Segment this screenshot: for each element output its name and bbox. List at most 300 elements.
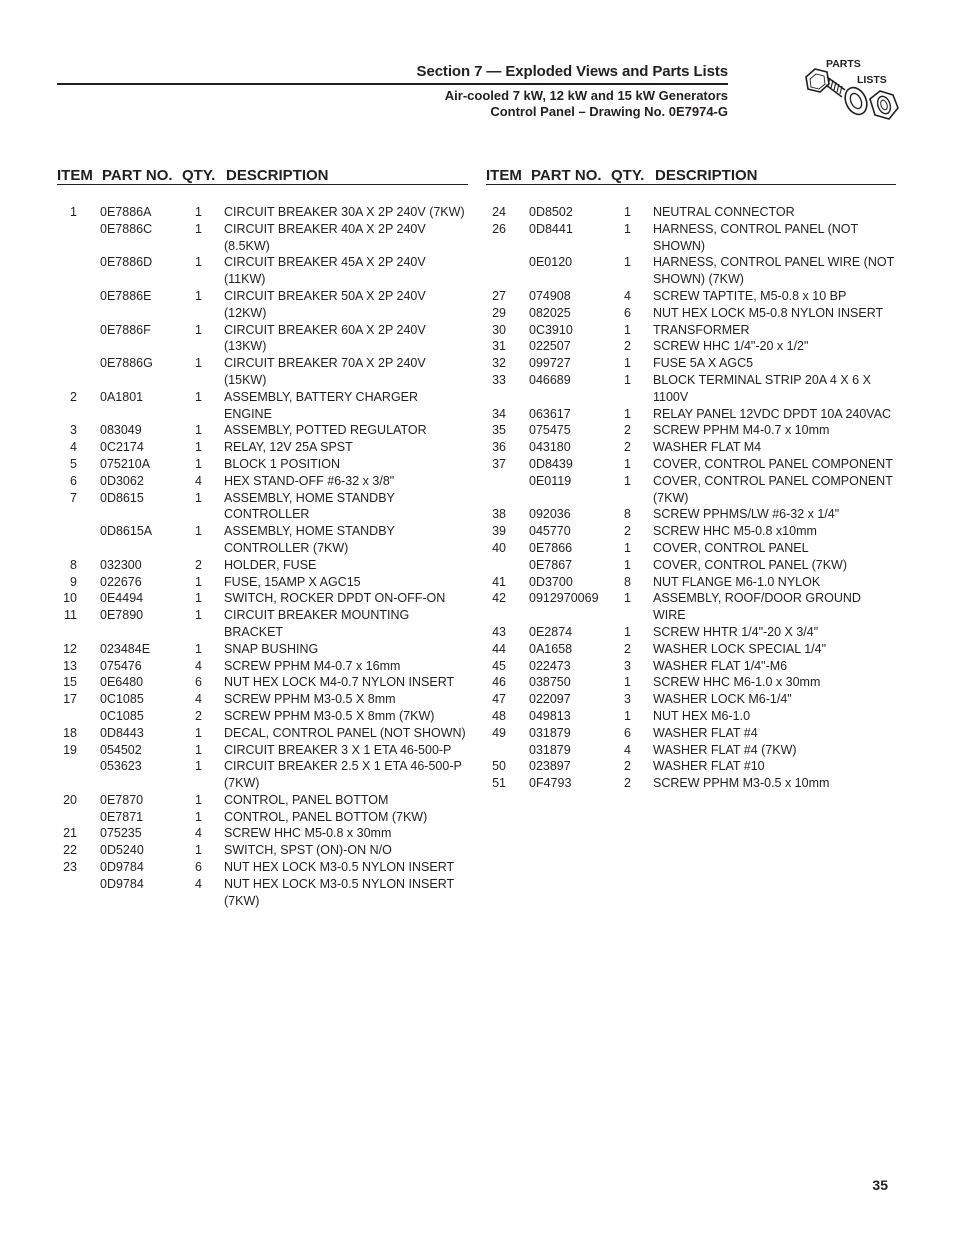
item-number: 18 [63,725,77,740]
part-number: 054502 [100,742,142,757]
table-row [55,825,467,842]
description: SCREW HHC M5-0.8 x 30mm [224,826,392,841]
table-row [484,254,898,288]
table-row [55,322,467,356]
item-number: 31 [492,339,506,354]
part-number: 0D8502 [529,205,573,219]
table-row [484,658,898,675]
item-number: 32 [492,356,506,371]
part-number: 0D8443 [100,725,144,740]
description: CIRCUIT BREAKER 2.5 X 1 ETA 46-500-P (7KW) [224,759,462,791]
quantity: 1 [195,255,202,270]
part-number: 0A1801 [100,389,144,404]
item-number: 10 [63,591,77,606]
logo-text-parts: PARTS [826,58,861,70]
description: CIRCUIT BREAKER 3 X 1 ETA 46-500-P [224,742,452,757]
table-row [484,422,898,439]
part-number: 032300 [100,557,142,572]
part-number: 038750 [529,675,571,690]
table-row [55,590,467,607]
part-number: 075235 [100,826,142,841]
table-row [55,557,467,574]
table-row [484,439,898,456]
page-number: 35 [872,1177,888,1193]
part-number: 0C1085 [100,692,144,707]
description: RELAY, 12V 25A SPST [224,440,353,455]
header-subtitle [445,88,728,120]
quantity: 4 [195,876,202,891]
item-number: 22 [63,843,77,858]
description: NUT FLANGE M6-1.0 NYLOK [653,574,821,589]
quantity: 2 [624,423,631,438]
quantity: 1 [195,356,202,371]
table-row [484,590,898,624]
part-number: 099727 [529,356,571,371]
part-number: 022676 [100,574,142,589]
table-row [484,288,898,305]
description: HEX STAND-OFF #6-32 x 3/8" [224,473,395,488]
quantity: 1 [195,423,202,438]
part-number: 0C1085 [100,708,144,723]
quantity: 1 [624,221,631,236]
item-number: 8 [70,557,77,572]
part-number: 0D9784 [100,860,144,875]
description: CIRCUIT BREAKER 40A X 2P 240V (8.5KW) [224,221,426,253]
part-number: 0A1658 [529,641,573,656]
item-number: 45 [492,658,506,673]
quantity: 1 [624,406,631,421]
description: CONTROL, PANEL BOTTOM (7KW) [224,809,428,824]
part-number: 0912970069 [529,591,599,606]
part-number: 0E7886C [100,221,153,236]
quantity: 1 [624,557,631,572]
table-row [55,792,467,809]
quantity: 4 [195,692,202,707]
part-number: 023897 [529,759,571,774]
part-number: 082025 [529,305,571,320]
part-number: 075476 [100,658,142,673]
description: NUT HEX LOCK M3-0.5 NYLON INSERT [224,860,455,875]
quantity: 2 [624,524,631,539]
part-number: 031879 [529,742,571,757]
table-row [484,708,898,725]
description: SCREW PPHM M3-0.5 x 10mm [653,776,830,791]
part-number: 031879 [529,725,571,740]
table-row [484,523,898,540]
item-number: 13 [63,658,77,673]
table-row [55,691,467,708]
part-number: 0E7870 [100,792,144,807]
quantity: 2 [624,440,631,455]
item-number: 40 [492,540,506,555]
item-number: 26 [492,221,506,236]
table-row [484,322,898,339]
description: RELAY PANEL 12VDC DPDT 10A 240VAC [653,406,892,421]
part-number: 0C3910 [529,322,573,337]
quantity: 1 [195,288,202,303]
table-row [484,641,898,658]
table-row [484,540,898,557]
table-row [484,674,898,691]
table-row [55,221,467,255]
quantity: 1 [195,221,202,236]
table-row [484,355,898,372]
part-number: 0E0119 [529,473,572,488]
part-number: 0D8615 [100,490,144,505]
item-number: 19 [63,742,77,757]
item-number: 12 [63,641,77,656]
col-description: DESCRIPTION [226,167,329,184]
table-row [55,456,467,473]
quantity: 8 [624,574,631,589]
quantity: 1 [624,675,631,690]
part-number: 063617 [529,406,571,421]
description: FUSE 5A X AGC5 [653,356,754,371]
col-qty: QTY. [182,167,216,184]
item-number: 50 [492,759,506,774]
item-number: 39 [492,524,506,539]
table-row [484,221,898,255]
quantity: 4 [195,826,202,841]
subtitle-line-2: Control Panel – Drawing No. 0E7974-G [490,104,728,119]
quantity: 1 [195,725,202,740]
description: CONTROL, PANEL BOTTOM [224,792,389,807]
table-row [484,775,898,792]
description: NUT HEX LOCK M5-0.8 NYLON INSERT [653,305,884,320]
part-number: 0D8615A [100,524,153,539]
description: CIRCUIT BREAKER 30A X 2P 240V (7KW) [224,205,465,219]
quantity: 1 [624,322,631,337]
quantity: 2 [624,759,631,774]
description: SCREW HHC M6-1.0 x 30mm [653,675,821,690]
part-number: 043180 [529,440,571,455]
table-row [55,574,467,591]
description: HARNESS, CONTROL PANEL (NOT SHOWN) [653,221,858,253]
description: SCREW PPHM M3-0.5 X 8mm [224,692,396,707]
table-row [55,641,467,658]
header-rule [57,83,728,85]
quantity: 1 [624,372,631,387]
item-number: 15 [63,675,77,690]
quantity: 1 [624,356,631,371]
item-number: 51 [492,776,506,791]
part-number: 0E7886E [100,288,152,303]
quantity: 3 [624,692,631,707]
item-number: 3 [70,423,77,438]
description: WASHER LOCK SPECIAL 1/4" [653,641,827,656]
quantity: 1 [195,843,202,858]
item-number: 43 [492,624,506,639]
table-row [484,725,898,742]
table-row [55,288,467,322]
part-number: 023484E [100,641,151,656]
description: TRANSFORMER [653,322,750,337]
table-row [484,456,898,473]
part-number: 0E7886A [100,205,152,219]
right-parts-table [484,204,898,792]
description: SCREW PPHM M4-0.7 x 16mm [224,658,401,673]
description: SCREW PPHM M4-0.7 x 10mm [653,423,830,438]
logo-text-lists: LISTS [857,74,887,86]
item-number: 11 [64,608,77,623]
table-row [55,842,467,859]
table-row [484,574,898,591]
quantity: 1 [195,792,202,807]
item-number: 36 [492,440,506,455]
item-number: 44 [492,641,506,656]
quantity: 1 [624,205,631,219]
quantity: 1 [195,641,202,656]
part-number: 0F4793 [529,776,572,791]
quantity: 1 [195,608,202,623]
item-number: 29 [492,305,506,320]
quantity: 2 [624,641,631,656]
parts-lists-logo-icon [802,55,902,131]
item-number: 42 [492,591,506,606]
quantity: 4 [195,658,202,673]
table-row [55,254,467,288]
item-number: 41 [492,574,506,589]
part-number: 0E7886F [100,322,151,337]
col-part-no: PART NO. [102,167,173,184]
item-number: 24 [492,205,506,219]
quantity: 4 [624,742,631,757]
quantity: 2 [624,776,631,791]
item-number: 17 [63,692,77,707]
table-row [55,523,467,557]
description: HOLDER, FUSE [224,557,317,572]
part-number: 075475 [529,423,571,438]
description: FUSE, 15AMP X AGC15 [224,574,361,589]
part-number: 049813 [529,708,571,723]
item-number: 47 [492,692,506,707]
table-row [484,406,898,423]
part-number: 0D5240 [100,843,144,858]
quantity: 1 [195,742,202,757]
description: SCREW HHC M5-0.8 x10mm [653,524,817,539]
quantity: 1 [195,809,202,824]
quantity: 1 [624,624,631,639]
table-row [484,305,898,322]
description: COVER, CONTROL PANEL COMPONENT (7KW) [653,473,893,505]
left-column-header [57,167,468,185]
description: DECAL, CONTROL PANEL (NOT SHOWN) [224,725,466,740]
table-row [484,338,898,355]
part-number: 022473 [529,658,571,673]
table-row [55,422,467,439]
left-parts-table [55,204,467,909]
description: ASSEMBLY, POTTED REGULATOR [224,423,427,438]
table-row [55,674,467,691]
description: SNAP BUSHING [224,641,319,656]
quantity: 1 [195,205,202,219]
part-number: 022507 [529,339,571,354]
table-row [484,506,898,523]
quantity: 1 [624,473,631,488]
part-number: 0E7867 [529,557,573,572]
table-row [484,758,898,775]
subtitle-line-1: Air-cooled 7 kW, 12 kW and 15 kW Generators [444,88,728,103]
description: WASHER FLAT M4 [653,440,762,455]
part-number: 075210A [100,456,151,471]
description: ASSEMBLY, HOME STANDBY CONTROLLER (7KW) [224,524,395,555]
item-number: 46 [492,675,506,690]
item-number: 7 [70,490,77,505]
quantity: 1 [195,591,202,606]
part-number: 0E7886D [100,255,153,270]
item-number: 34 [492,406,506,421]
table-row [484,742,898,759]
quantity: 1 [195,490,202,505]
table-row [55,389,467,423]
part-number: 046689 [529,372,571,387]
table-row [55,809,467,826]
table-row [484,557,898,574]
item-number: 6 [70,473,77,488]
item-number: 9 [70,574,77,589]
right-column-header [486,167,896,185]
quantity: 1 [624,708,631,723]
description: COVER, CONTROL PANEL COMPONENT [653,456,893,471]
description: CIRCUIT BREAKER MOUNTING BRACKET [224,608,410,639]
part-number: 0E7886G [100,356,153,371]
quantity: 2 [624,339,631,354]
col-item: ITEM [57,167,93,184]
table-row [55,490,467,524]
description: COVER, CONTROL PANEL (7KW) [653,557,848,572]
quantity: 1 [624,591,631,606]
quantity: 2 [195,708,202,723]
quantity: 1 [195,574,202,589]
item-number: 30 [492,322,506,337]
description: ASSEMBLY, HOME STANDBY CONTROLLER [224,490,395,522]
item-number: 1 [70,205,77,219]
item-number: 2 [70,389,77,404]
col-qty: QTY. [611,167,645,184]
col-item: ITEM [486,167,522,184]
description: WASHER LOCK M6-1/4" [653,692,792,707]
description: BLOCK 1 POSITION [224,456,341,471]
description: WASHER FLAT #10 [653,759,765,774]
col-part-no: PART NO. [531,167,602,184]
description: BLOCK TERMINAL STRIP 20A 4 X 6 X 1100V [653,372,871,404]
quantity: 1 [195,759,202,774]
description: CIRCUIT BREAKER 50A X 2P 240V (12KW) [224,288,426,320]
table-row [484,372,898,406]
table-row [55,473,467,490]
table-row [55,658,467,675]
item-number: 5 [70,456,77,471]
table-row [55,742,467,759]
table-row [55,876,467,910]
item-number: 4 [70,440,77,455]
quantity: 6 [624,305,631,320]
quantity: 2 [195,557,202,572]
description: COVER, CONTROL PANEL [653,540,809,555]
quantity: 1 [624,456,631,471]
part-number: 0E0120 [529,255,573,270]
item-number: 20 [63,792,77,807]
part-number: 0E7866 [529,540,573,555]
quantity: 1 [195,440,202,455]
quantity: 1 [624,540,631,555]
part-number: 0D3700 [529,574,573,589]
description: CIRCUIT BREAKER 60A X 2P 240V (13KW) [224,322,426,354]
part-number: 092036 [529,507,571,522]
col-description: DESCRIPTION [655,167,758,184]
item-number: 38 [492,507,506,522]
description: HARNESS, CONTROL PANEL WIRE (NOT SHOWN) (7KW) [653,255,895,287]
part-number: 0C2174 [100,440,144,455]
description: CIRCUIT BREAKER 70A X 2P 240V (15KW) [224,356,426,387]
quantity: 8 [624,507,631,522]
description: SCREW PPHMS/LW #6-32 x 1/4" [653,507,840,522]
table-row [55,758,467,792]
part-number: 0E7890 [100,608,144,623]
quantity: 1 [195,524,202,539]
item-number: 21 [63,826,77,841]
quantity: 1 [195,456,202,471]
description: NUT HEX LOCK M3-0.5 NYLON INSERT (7KW) [224,876,454,908]
table-row [484,624,898,641]
part-number: 022097 [529,692,571,707]
part-number: 053623 [100,759,142,774]
part-number: 0E7871 [100,809,144,824]
table-row [484,691,898,708]
item-number: 35 [492,423,506,438]
table-row [55,439,467,456]
description: ASSEMBLY, ROOF/DOOR GROUND WIRE [653,591,861,623]
description: ASSEMBLY, BATTERY CHARGER ENGINE [224,389,419,421]
item-number: 23 [63,860,77,875]
quantity: 6 [195,860,202,875]
description: CIRCUIT BREAKER 45A X 2P 240V (11KW) [224,255,426,287]
description: SWITCH, SPST (ON)-ON N/O [224,843,392,858]
description: SCREW HHTR 1/4"-20 X 3/4" [653,624,819,639]
table-row [55,725,467,742]
part-number: 045770 [529,524,571,539]
description: SCREW TAPTITE, M5-0.8 x 10 BP [653,288,847,303]
quantity: 1 [195,389,202,404]
part-number: 0E4494 [100,591,144,606]
part-number: 0E2874 [529,624,573,639]
table-row [484,473,898,507]
description: NEUTRAL CONNECTOR [653,205,795,219]
item-number: 37 [492,456,506,471]
table-row [484,204,898,221]
table-row [55,355,467,389]
description: SWITCH, ROCKER DPDT ON-OFF-ON [224,591,446,606]
description: NUT HEX LOCK M4-0.7 NYLON INSERT [224,675,455,690]
part-number: 0E6480 [100,675,144,690]
item-number: 27 [492,288,506,303]
part-number: 0D3062 [100,473,144,488]
quantity: 3 [624,658,631,673]
quantity: 6 [624,725,631,740]
description: WASHER FLAT 1/4"-M6 [653,658,788,673]
part-number: 0D8439 [529,456,573,471]
description: SCREW PPHM M3-0.5 X 8mm (7KW) [224,708,435,723]
section-title: Section 7 — Exploded Views and Parts Lists [416,63,728,80]
description: WASHER FLAT #4 (7KW) [653,742,797,757]
part-number: 083049 [100,423,142,438]
table-row [55,708,467,725]
table-row [55,204,467,221]
quantity: 6 [195,675,202,690]
quantity: 4 [195,473,202,488]
description: NUT HEX M6-1.0 [653,708,751,723]
quantity: 1 [624,255,631,270]
